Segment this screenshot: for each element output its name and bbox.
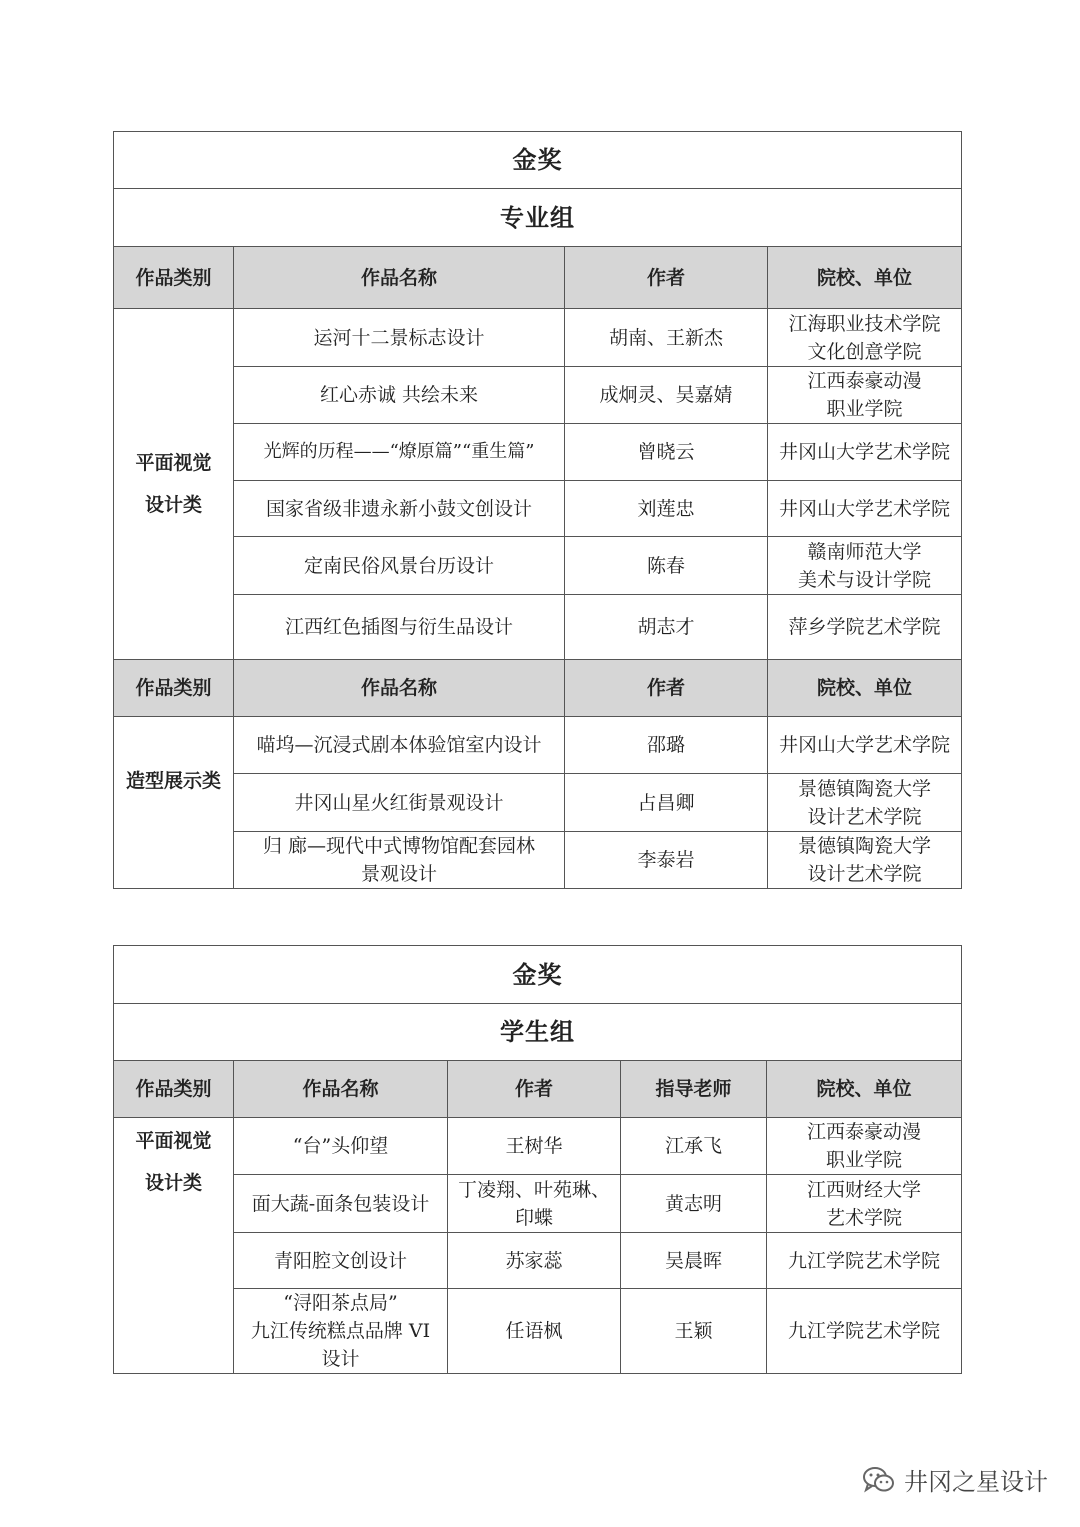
header-teacher: 指导老师 bbox=[621, 1061, 767, 1118]
work-name: 运河十二景标志设计 bbox=[234, 309, 565, 367]
school: 九江学院艺术学院 bbox=[767, 1289, 962, 1374]
table-row bbox=[114, 367, 962, 424]
header-school: 院校、单位 bbox=[768, 247, 962, 309]
table-row bbox=[114, 774, 962, 832]
author: 占昌卿 bbox=[565, 774, 768, 832]
table-row bbox=[114, 1175, 962, 1233]
work-name: “浔阳茶点局” 九江传统糕点品牌 VI 设计 bbox=[234, 1289, 448, 1374]
header-author: 作者 bbox=[448, 1061, 621, 1118]
watermark bbox=[862, 1462, 1048, 1497]
author: 胡志才 bbox=[565, 595, 768, 660]
work-name: 江西红色插图与衍生品设计 bbox=[234, 595, 565, 660]
school: 景德镇陶瓷大学 设计艺术学院 bbox=[768, 832, 962, 889]
header-category: 作品类别 bbox=[114, 247, 234, 309]
header-work-name: 作品名称 bbox=[234, 1061, 448, 1118]
author: 曾晓云 bbox=[565, 424, 768, 481]
header-school: 院校、单位 bbox=[768, 660, 962, 717]
category-cell: 造型展示类 bbox=[114, 717, 234, 889]
school: 景德镇陶瓷大学 设计艺术学院 bbox=[768, 774, 962, 832]
header-school: 院校、单位 bbox=[767, 1061, 962, 1118]
header-author: 作者 bbox=[565, 247, 768, 309]
teacher: 江承飞 bbox=[621, 1118, 767, 1175]
table-row bbox=[114, 309, 962, 367]
author: 刘莲忠 bbox=[565, 481, 768, 537]
work-name: 井冈山星火红街景观设计 bbox=[234, 774, 565, 832]
table-row bbox=[114, 481, 962, 537]
professional-group-table bbox=[113, 131, 962, 889]
author: 李泰岩 bbox=[565, 832, 768, 889]
work-name: 红心赤诚 共绘未来 bbox=[234, 367, 565, 424]
header-category: 作品类别 bbox=[114, 1061, 234, 1118]
work-name: 定南民俗风景台历设计 bbox=[234, 537, 565, 595]
category-cell: 平面视觉 设计类 bbox=[114, 309, 234, 660]
author: 王树华 bbox=[448, 1118, 621, 1175]
author: 苏家蕊 bbox=[448, 1233, 621, 1289]
work-name: 光辉的历程——“燎原篇”“重生篇” bbox=[234, 424, 565, 481]
author: 任语枫 bbox=[448, 1289, 621, 1374]
table-row bbox=[114, 595, 962, 660]
table-row bbox=[114, 537, 962, 595]
header-category: 作品类别 bbox=[114, 660, 234, 717]
work-name: 喵坞—沉浸式剧本体验馆室内设计 bbox=[234, 717, 565, 774]
watermark-text: 井冈之星设计 bbox=[904, 1468, 1048, 1496]
teacher: 吴晨晖 bbox=[621, 1233, 767, 1289]
category-cell: 平面视觉 设计类 bbox=[114, 1118, 234, 1374]
work-name: 面大蔬-面条包装设计 bbox=[234, 1175, 448, 1233]
work-name: 归 廊—现代中式博物馆配套园林 景观设计 bbox=[234, 832, 565, 889]
table-row bbox=[114, 1118, 962, 1175]
table-row bbox=[114, 832, 962, 889]
table-row bbox=[114, 1233, 962, 1289]
school: 江海职业技术学院 文化创意学院 bbox=[768, 309, 962, 367]
table-row bbox=[114, 717, 962, 774]
school: 江西泰豪动漫 职业学院 bbox=[767, 1118, 962, 1175]
award-title: 金奖 bbox=[114, 946, 962, 1004]
school: 井冈山大学艺术学院 bbox=[768, 717, 962, 774]
group-title: 学生组 bbox=[114, 1004, 962, 1061]
work-name: “台”头仰望 bbox=[234, 1118, 448, 1175]
author: 胡南、王新杰 bbox=[565, 309, 768, 367]
table-row bbox=[114, 1289, 962, 1374]
header-work-name: 作品名称 bbox=[234, 247, 565, 309]
work-name: 青阳腔文创设计 bbox=[234, 1233, 448, 1289]
teacher: 黄志明 bbox=[621, 1175, 767, 1233]
author: 邵璐 bbox=[565, 717, 768, 774]
author: 陈春 bbox=[565, 537, 768, 595]
author: 丁凌翔、叶苑琳、 印蝶 bbox=[448, 1175, 621, 1233]
school: 井冈山大学艺术学院 bbox=[768, 481, 962, 537]
teacher: 王颖 bbox=[621, 1289, 767, 1374]
school: 江西财经大学 艺术学院 bbox=[767, 1175, 962, 1233]
school: 九江学院艺术学院 bbox=[767, 1233, 962, 1289]
school: 江西泰豪动漫 职业学院 bbox=[768, 367, 962, 424]
wechat-icon bbox=[862, 1465, 896, 1495]
header-work-name: 作品名称 bbox=[234, 660, 565, 717]
group-title: 专业组 bbox=[114, 189, 962, 247]
school: 萍乡学院艺术学院 bbox=[768, 595, 962, 660]
header-author: 作者 bbox=[565, 660, 768, 717]
award-title: 金奖 bbox=[114, 132, 962, 189]
school: 井冈山大学艺术学院 bbox=[768, 424, 962, 481]
work-name: 国家省级非遗永新小鼓文创设计 bbox=[234, 481, 565, 537]
school: 赣南师范大学 美术与设计学院 bbox=[768, 537, 962, 595]
student-group-table bbox=[113, 945, 962, 1374]
author: 成炯灵、吴嘉婧 bbox=[565, 367, 768, 424]
table-row bbox=[114, 424, 962, 481]
